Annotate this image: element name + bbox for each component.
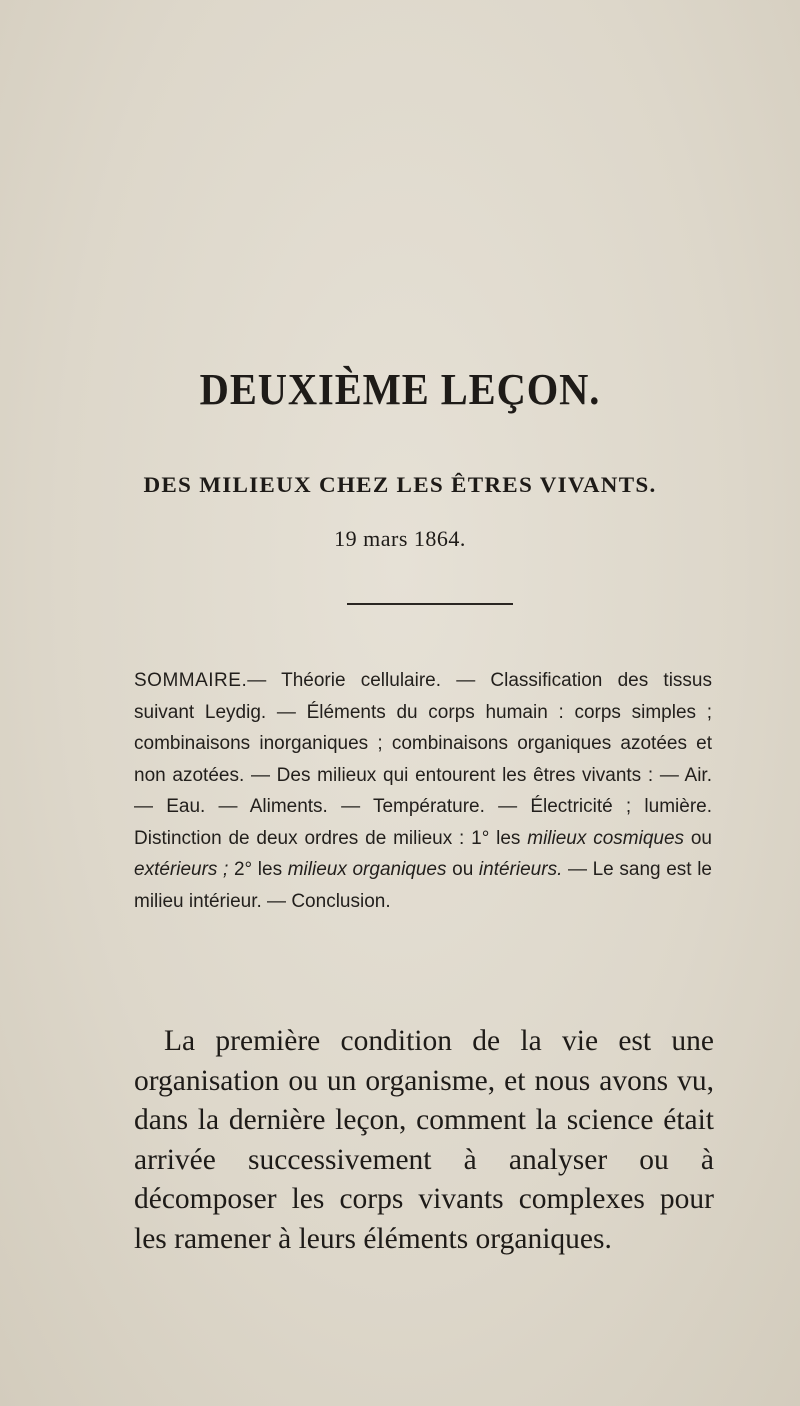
divider-rule — [347, 603, 513, 605]
summary-label: SOMMAIRE. — [134, 670, 248, 691]
body-paragraph: La première condition de la vie est une organisation ou un organisme, et nous avons vu, dans la dernière leçon, comment la science était arrivée successivement à analyser ou à décomposer les corps vivants complexes pour les ramener à leurs éléments organiques. — [134, 1025, 714, 1255]
summary-text-3: 2° les — [228, 859, 288, 880]
summary-text-2: ou — [684, 827, 712, 849]
summary-italic-organic: milieux organiques — [287, 859, 447, 880]
summary-text-4: ou — [446, 859, 479, 880]
lesson-date: 19 mars 1864. — [334, 526, 466, 551]
summary-italic-cosmic: milieux cosmiques — [527, 827, 685, 849]
lesson-subtitle: DES MILIEUX CHEZ LES ÊTRES VIVANTS. — [143, 472, 657, 497]
summary-italic-exterior: extérieurs ; — [134, 859, 229, 880]
summary-italic-interior: intérieurs. — [478, 859, 563, 880]
summary-block — [134, 665, 712, 917]
body-text — [134, 1022, 714, 1259]
summary-text-1: — Théorie cellulaire. — Classification des tissus suivant Leydig. — Éléments du corps humain : corps simples ; combinaisons inorganiques ; combinaisons organiques azotées et non azotées. — Des milieux qui entourent les êtres vivants : — Air. — Eau. — Aliments. — Température. — Électricité ; lumière. Distinction de deux ordres de milieux : 1° les — [134, 670, 712, 849]
lesson-title: DEUXIÈME LEÇON. — [199, 365, 601, 414]
summary-text-5: — Le sang est le milieu intérieur. — Conclusion. — [134, 859, 712, 912]
